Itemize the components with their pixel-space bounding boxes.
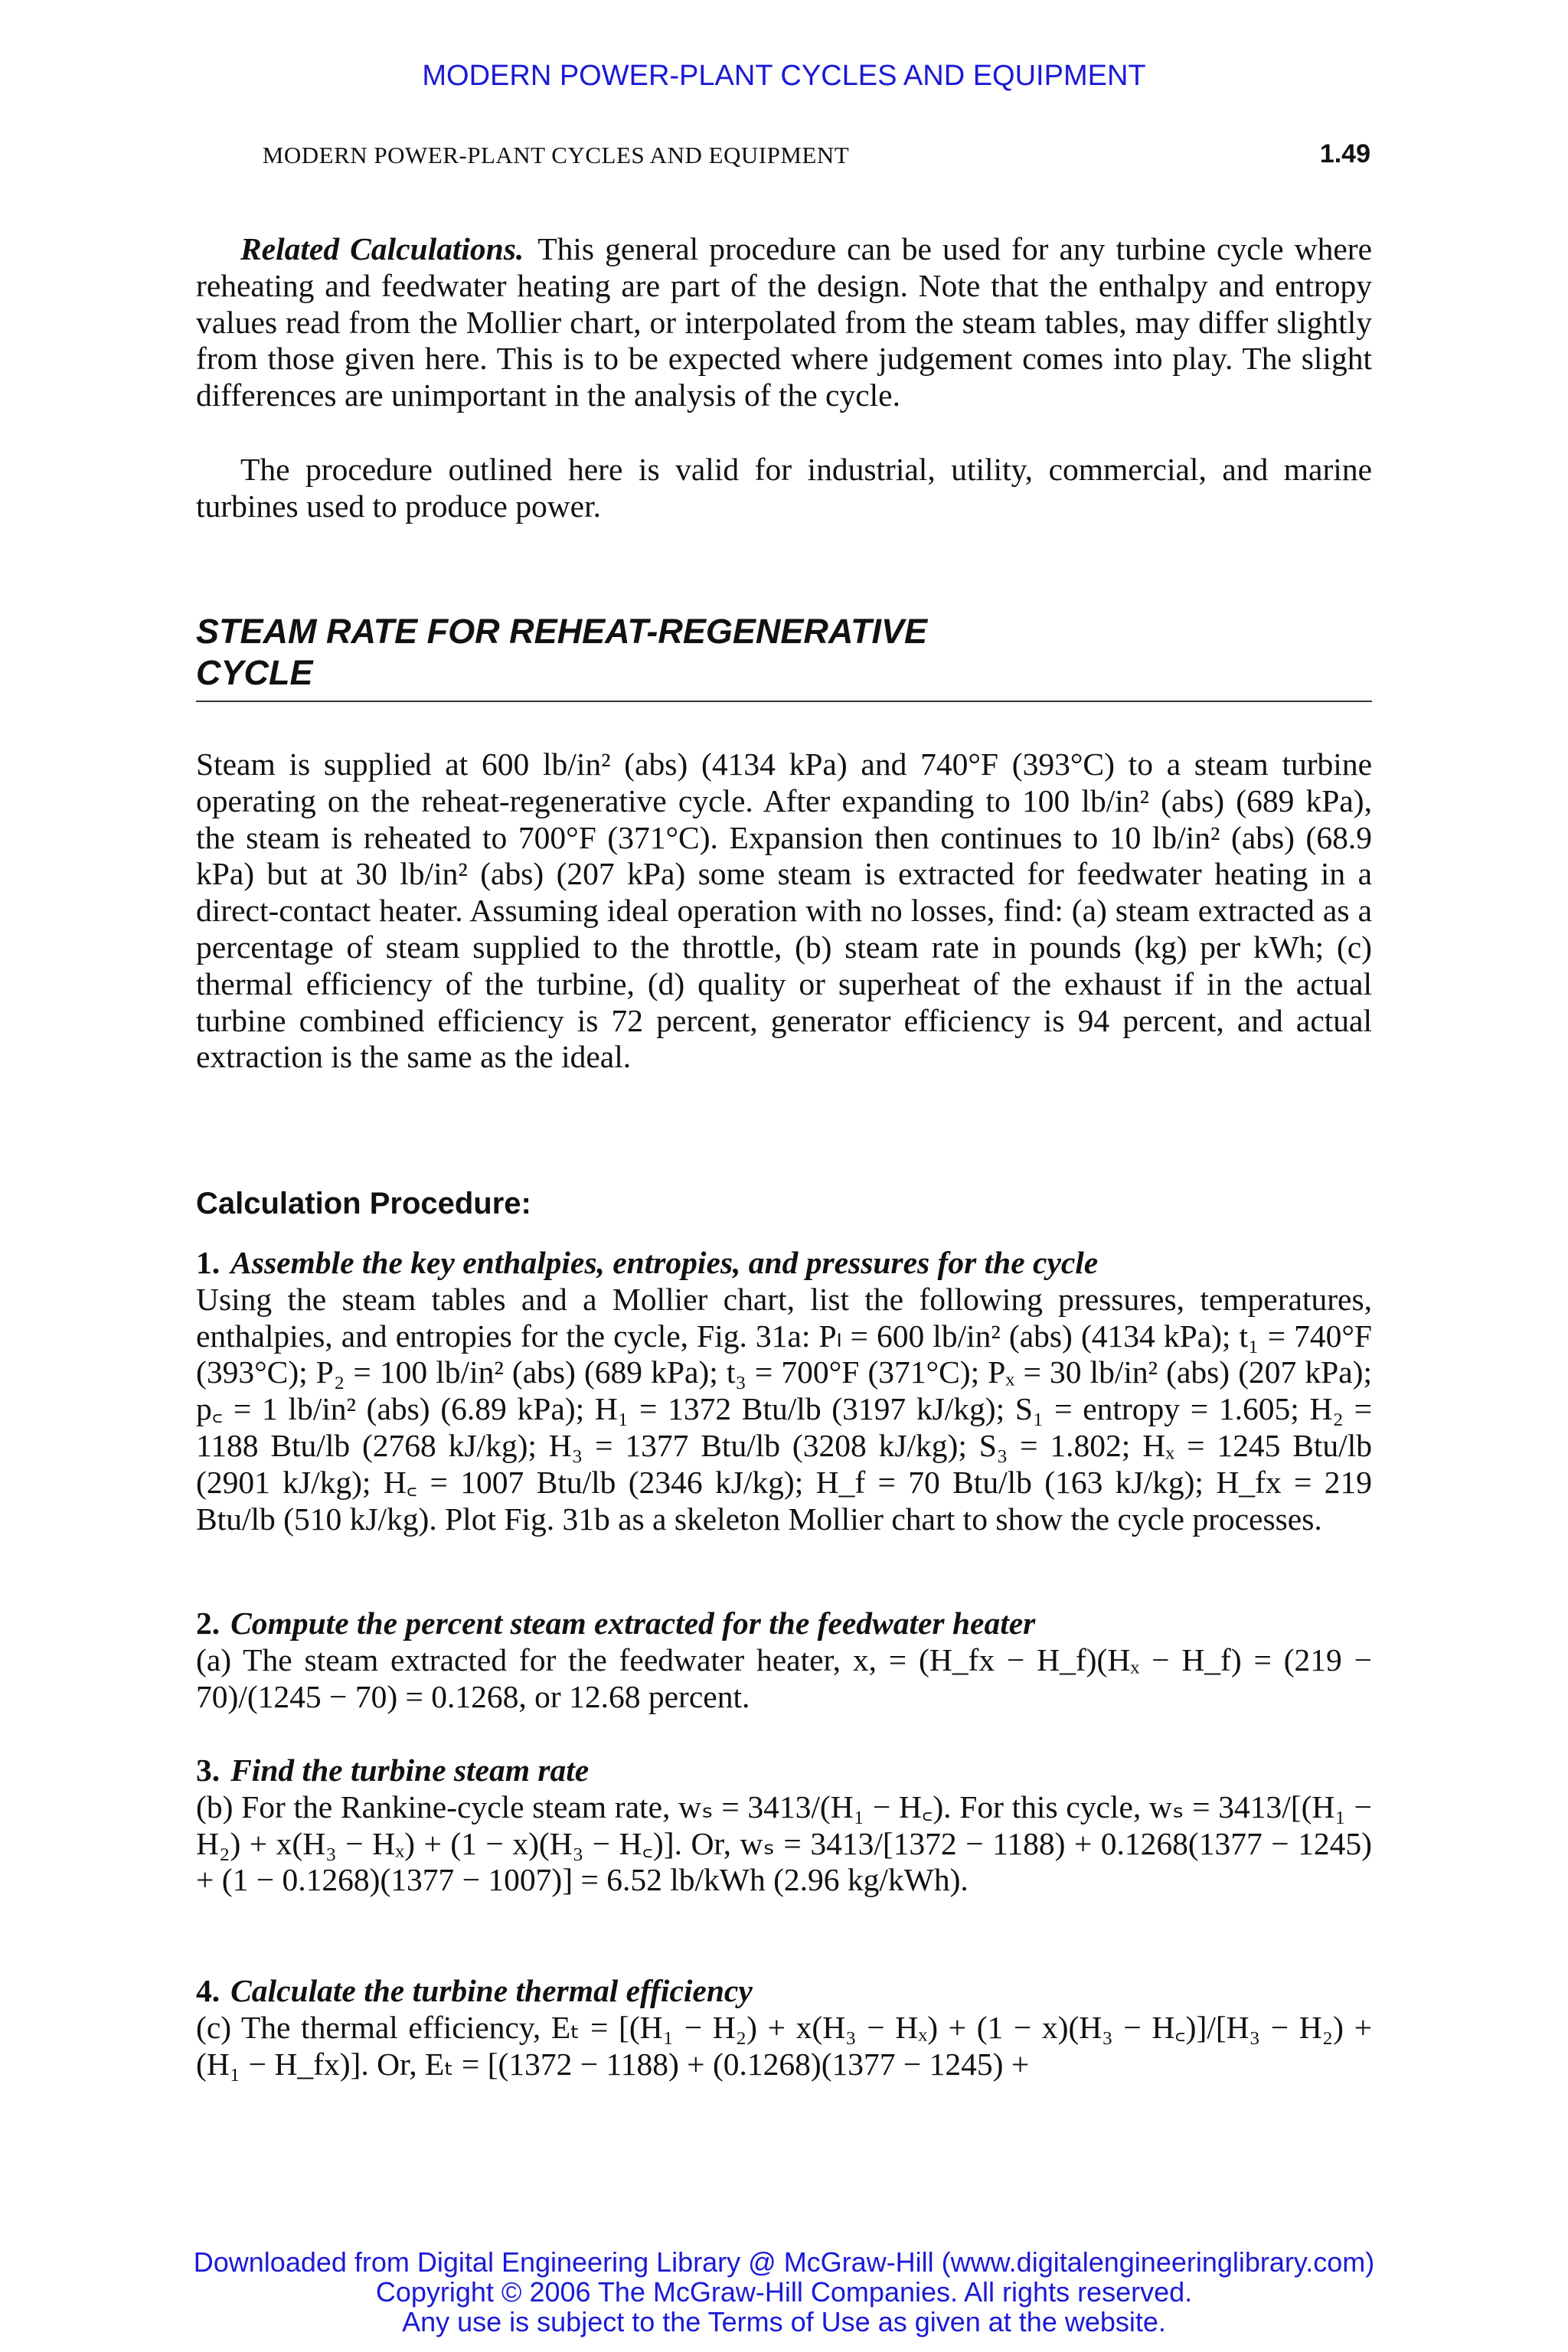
step-number: 2. bbox=[196, 1606, 220, 1641]
step-3 bbox=[196, 1753, 1372, 1899]
running-head: MODERN POWER-PLANT CYCLES AND EQUIPMENT bbox=[262, 142, 850, 168]
top-header-link[interactable]: MODERN POWER-PLANT CYCLES AND EQUIPMENT bbox=[422, 60, 1146, 92]
section-title-line1: STEAM RATE FOR REHEAT-REGENERATIVE bbox=[196, 612, 928, 651]
related-calculations-paragraph bbox=[196, 231, 1372, 414]
step-1 bbox=[196, 1245, 1372, 1537]
problem-statement: Steam is supplied at 600 lb/in² (abs) (4134 kPa) and 740°F (393°C) to a steam turbine operating on the reheat-regenerative cycle. After expanding to 100 lb/in² (abs) (689 kPa), the steam is reheated to 700°F (371°C). Expansion then continues to 10 lb/in² (abs) (68.9 kPa) but at 30 lb/in² (abs) (207 kPa) some steam is extracted for feedwater heating in a direct-contact heater. Assuming ideal operation with no losses, find: (a) steam extracted as a percentage of steam supplied to the throttle, (b) steam rate in pounds (kg) per kWh; (c) thermal efficiency of the turbine, (d) quality or superheat of the exhaust if in the actual turbine combined efficiency is 72 percent, generator efficiency is 94 percent, and actual extraction is the same as the ideal. bbox=[196, 746, 1372, 1075]
step-text: Using the steam tables and a Mollier chart, list the following pressures, temperatures, enthalpies, and entropies for the cycle, Fig. 31a: Pₗ = 600 lb/in² (abs) (4134 kPa); t₁ = 740°F (393°C); P₂ = 100 lb/in² (abs) (689 kPa); t₃ = 700°F (371°C); Pₓ = 30 lb/in² (abs) (207 kPa); p꜀ = 1 lb/in² (abs) (6.89 kPa); H₁ = 1372 Btu/lb (3197 kJ/kg); S₁ = entropy = 1.605; H₂ = 1188 Btu/lb (2768 kJ/kg); H₃ = 1377 Btu/lb (3208 kJ/kg); S₃ = 1.802; Hₓ = 1245 Btu/lb (2901 kJ/kg); H꜀ = 1007 Btu/lb (2346 kJ/kg); H_f = 70 Btu/lb (163 kJ/kg); H_fx = 219 Btu/lb (510 kJ/kg). Plot Fig. 31b as a skeleton Mollier chart to show the cycle processes. bbox=[196, 1281, 1372, 1537]
section-title bbox=[196, 611, 962, 694]
download-footer bbox=[0, 2247, 1568, 2337]
step-number: 4. bbox=[196, 1973, 220, 2008]
step-2 bbox=[196, 1606, 1372, 1715]
related-calculations-text: This general procedure can be used for any turbine cycle where reheating and feedwater heating are part of the design. Note that the enthalpy and entropy values read from the Mollier chart, or interpolated from the steam tables, may differ slightly from those given here. This is to be expected where judgement comes into play. The slight differences are unimportant in the analysis of the cycle. bbox=[196, 231, 1372, 413]
step-title: Compute the percent steam extracted for the feedwater heater bbox=[230, 1606, 1036, 1641]
step-text: (b) For the Rankine-cycle steam rate, wₛ = 3413/(H₁ − H꜀). For this cycle, wₛ = 3413/[(H₁ − H₂) + x(H₃ − Hₓ) + (1 − x)(H₃ − H꜀)]. Or, wₛ = 3413/[1372 − 1188) + 0.1268(1377 − 1245) + (1 − 0.1268)(1377 − 1007)] = 6.52 lb/kWh (2.96 kg/kWh). bbox=[196, 1788, 1372, 1898]
related-calculations-lead: Related Calculations. bbox=[240, 231, 524, 266]
step-title: Calculate the turbine thermal efficiency bbox=[230, 1973, 753, 2008]
page-number: 1.49 bbox=[1319, 139, 1370, 168]
step-number: 3. bbox=[196, 1753, 220, 1788]
step-4 bbox=[196, 1973, 1372, 2082]
section-title-line2: CYCLE bbox=[196, 653, 313, 692]
procedure-validity-paragraph: The procedure outlined here is valid for industrial, utility, commercial, and marine turbines used to produce power. bbox=[196, 452, 1372, 524]
step-title: Assemble the key enthalpies, entropies, and pressures for the cycle bbox=[230, 1245, 1099, 1280]
step-text: (a) The steam extracted for the feedwater heater, x, = (H_fx − H_f)(Hₓ − H_f) = (219 − 70)/(1245 − 70) = 0.1268, or 12.68 percent. bbox=[196, 1642, 1372, 1714]
step-number: 1. bbox=[196, 1245, 220, 1280]
step-title: Find the turbine steam rate bbox=[230, 1753, 590, 1788]
footer-download-link[interactable]: Downloaded from Digital Engineering Library @ McGraw-Hill (www.digitalengineeringlibrary.com) bbox=[193, 2246, 1375, 2278]
section-rule bbox=[196, 701, 1372, 702]
footer-terms[interactable]: Any use is subject to the Terms of Use as given at the website. bbox=[402, 2306, 1166, 2337]
step-text: (c) The thermal efficiency, Eₜ = [(H₁ − H₂) + x(H₃ − Hₓ) + (1 − x)(H₃ − H꜀)]/[H₃ − H₂) + (H₁ − H_fx)]. Or, Eₜ = [(1372 − 1188) + (0.1268)(1377 − 1245) + bbox=[196, 2009, 1372, 2082]
calculation-procedure-heading: Calculation Procedure: bbox=[196, 1187, 531, 1220]
footer-copyright: Copyright © 2006 The McGraw-Hill Companies. All rights reserved. bbox=[375, 2276, 1193, 2308]
